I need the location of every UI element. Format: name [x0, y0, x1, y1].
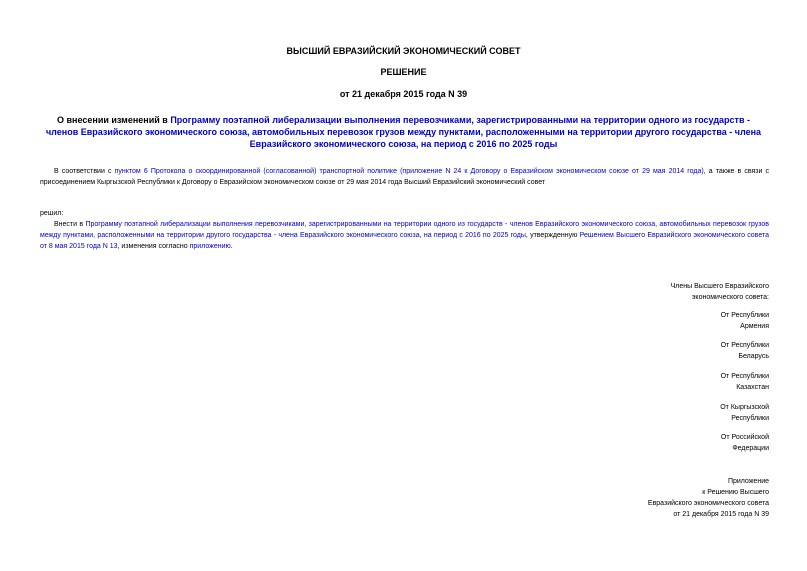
signatory-line-1: От Российской	[720, 434, 769, 441]
signatories-heading-line-1: Члены Высшего Евразийского	[670, 283, 769, 290]
decision-paragraph	[40, 219, 769, 252]
preamble-text-1: В соответствии с	[54, 168, 115, 175]
signatory-line-2: Беларусь	[738, 353, 769, 360]
appendix-line-4: от 21 декабря 2015 года N 39	[673, 511, 769, 518]
signatory-belarus	[721, 340, 769, 362]
signatory-line-2: Армения	[740, 323, 769, 330]
title-prefix: О внесении изменений в	[57, 115, 171, 125]
appendix-link[interactable]: приложению	[189, 243, 231, 250]
signatory-line-1: От Республики	[720, 373, 769, 380]
decision-text-3: , изменения согласно	[117, 243, 190, 250]
signatory-russia	[721, 432, 769, 454]
decision-13-link[interactable]: Решением Высшего Евразийского экономического совета от 8 мая 2015 года N 13	[40, 232, 770, 250]
signatory-kazakhstan	[721, 371, 769, 393]
preamble-paragraph	[40, 166, 769, 188]
organization-heading: ВЫСШИЙ ЕВРАЗИЙСКИЙ ЭКОНОМИЧЕСКИЙ СОВЕТ	[286, 46, 521, 56]
program-link[interactable]: Программу поэтапной либерализации выполнения перевозчиками, зарегистрированными на территории одного из государств - членов Евразийского экономического союза, автомобильных перевозок грузов между пунктами, расположенными на территории другого государства - члена Евразийского экономического союза, на период с 2016 по 2025 годы	[45, 115, 762, 149]
signatory-line-1: От Республики	[720, 312, 769, 319]
signatory-line-2: Федерации	[732, 445, 769, 452]
document-date: от 21 декабря 2015 года N 39	[339, 89, 468, 99]
program-link-2[interactable]: Программу поэтапной либерализации выполнения перевозчиками, зарегистрированными на территории одного из государств - членов Евразийского экономического союза, автомобильных перевозок грузов между пунктами, расположенными на территории другого государства - члена Евразийского экономического союза, на период с 2016 по 2025 годы	[40, 221, 770, 239]
resolved-label: решил:	[40, 210, 64, 217]
appendix-line-1: Приложение	[727, 478, 769, 485]
signatory-line-2: Республики	[731, 415, 769, 422]
signatory-line-2: Казахстан	[736, 384, 769, 391]
appendix-line-2: к Решению Высшего	[702, 489, 769, 496]
document-type: РЕШЕНИЕ	[380, 67, 427, 77]
signatory-armenia	[721, 310, 769, 332]
decision-text-2: , утвержденную	[525, 232, 580, 239]
document-title	[40, 114, 767, 150]
protocol-link[interactable]: пунктом 6 Протокола о скоординированной (согласованной) транспортной политике (приложение N 24 к Договору о Евразийском экономическом союзе от 29 мая 2014 года)	[114, 168, 704, 175]
signatory-line-1: От Республики	[720, 342, 769, 349]
signatory-line-1: От Кыргызской	[720, 404, 769, 411]
decision-text-4: .	[230, 243, 233, 250]
appendix-reference	[648, 476, 769, 520]
appendix-line-3: Евразийского экономического совета	[647, 500, 769, 507]
signatories-heading-line-2: экономического совета:	[691, 294, 769, 301]
preamble-text-2: , а также в связи с присоединением Кыргызской Республики к Договору о Евразийском экономическом союзе от 29 мая 2014 года Высший Евразийский экономический совет	[40, 168, 770, 186]
decision-text-1: Внести в	[54, 221, 86, 228]
signatory-kyrgyzstan	[720, 402, 769, 424]
signatories-heading	[671, 281, 769, 303]
